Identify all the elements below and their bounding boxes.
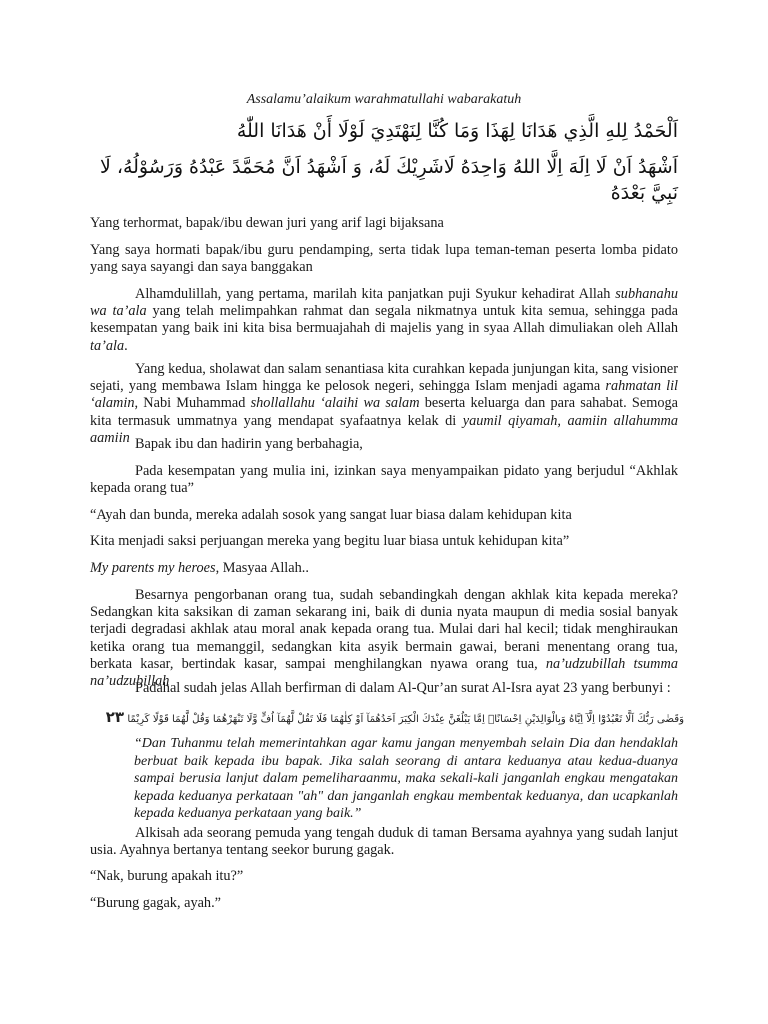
text-run: , Masyaa Allah.. <box>215 560 309 576</box>
arabic-hamdalah: اَلْحَمْدُ لِلهِ الَّذِي هَدَانَا لِهَذَا وَمَا كُنَّا لِنَهْتَدِيَ لَوْلَا أَنْ هَدَانَا اللّٰهُ <box>236 120 678 142</box>
text-run: . <box>124 337 128 354</box>
text-run: , Nabi Muhammad <box>134 395 251 412</box>
italic-run: rahmatan lil ‘alamin <box>90 378 679 412</box>
quran-verse-al-isra-23 <box>86 706 684 728</box>
italic-run: ta’ala <box>90 337 125 354</box>
text-run: beserta keluarga dan para sahabat. Semoga kita termasuk ummatnya yang mendapat syafaatnya kelak di <box>90 395 678 429</box>
document-page <box>90 0 684 1024</box>
paragraph-judul-pidato: Pada kesempatan yang mulia ini, izinkan saya menyampaikan pidato yang berjudul “Akhlak kepada orang tua” <box>90 463 678 497</box>
paragraph-bapak-ibu: Bapak ibu dan hadirin yang berbahagia, <box>135 436 363 452</box>
paragraph-alkisah: Alkisah ada seorang pemuda yang tengah duduk di taman Bersama ayahnya yang sudah lanjut usia. Ayahnya bertanya tentang seekor burung gagak. <box>90 825 678 859</box>
dialogue-line-gagak: “Burung gagak, ayah.” <box>90 895 222 911</box>
paragraph-guru-pendamping: Yang saya hormati bapak/ibu guru pendamping, serta tidak lupa teman-teman peserta lomba pidato yang saya sayangi dan saya banggakan <box>90 242 678 276</box>
italic-run: subhanahu wa ta’ala <box>90 286 678 320</box>
text-run: Besarnya pengorbanan orang tua, sudah sebandingkah dengan akhlak kita kepada mereka? Sedangkan kita saksikan di zaman sekarang ini, baik di dunia nyata maupun di media sosial banyak terjadi degradasi akhlak atau moral anak kepada orang tua. Mulai dari hal kecil; tidak menghiraukan ketika orang tua memanggil, sedangkan kita asyik bermain gawai, berani menentang orang tua, berkata kasar, bertindak kasar, sampai menghilangkan nyawa orang tua, <box>90 587 678 672</box>
paragraph-pengorbanan <box>90 587 678 690</box>
italic-run: na’udzubillah tsumma na’udzubillah <box>90 655 678 690</box>
italic-run: My parents my heroes <box>90 560 216 576</box>
text-run: Yang kedua, sholawat dan salam senantiasa kita curahkan kepada junjungan kita, sang visioner sejati, yang membawa Islam hingga ke pelosok negeri, sehingga Islam menjadi agama <box>90 361 678 395</box>
arabic-syahadat: اَشْهَدُ اَنْ لَا اِلَهَ اِلَّا اللهُ وَاحِدَهُ لَاشَرِيْكَ لَهُ، وَ اَشْهَدُ اَنَّ مُحَمَّدً عَبْدُهُ وَرَسُوْلُهُ، لَا نَبِيَّ بَعْدَهُ <box>99 156 678 204</box>
paragraph-dewan-juri: Yang terhormat, bapak/ibu dewan juri yang arif lagi bijaksana <box>90 215 444 231</box>
dialogue-line-nak: “Nak, burung apakah itu?” <box>90 868 244 884</box>
paragraph-saksi: Kita menjadi saksi perjuangan mereka yang begitu luar biasa untuk kehidupan kita” <box>90 533 570 549</box>
paragraph-sholawat <box>90 361 678 447</box>
paragraph-firman: Padahal sudah jelas Allah berfirman di dalam Al-Qur’an surat Al-Isra ayat 23 yang berbunyi : <box>135 680 671 696</box>
verse-translation: “Dan Tuhanmu telah memerintahkan agar kamu jangan menyembah selain Dia dan hendaklah berbuat baik kepada ibu bapak. Jika salah seorang di antara keduanya atau kedua-duanya sampai berusia lanjut dalam pemeliharaanmu, maka sekali-kali janganlah engkau mengatakan kepada keduanya perkataan "ah" dan janganlah engkau membentak keduanya, dan ucapkanlah kepada keduanya perkataan yang baik.” <box>134 736 678 821</box>
text-run: yang telah melimpahkan rahmat dan segala nikmatnya untuk kita semua, sehingga pada kesempatan yang baik ini kita bisa bermuajahah di majelis yang in syaa Allah dimuliakan oleh Allah <box>90 303 678 337</box>
paragraph-alhamdulillah <box>90 286 678 355</box>
verse-number: ۲۳ <box>105 708 125 726</box>
greeting-salam: Assalamu’alaikum warahmatullahi wabarakatuh <box>246 92 522 107</box>
paragraph-ayah-bunda: “Ayah dan bunda, mereka adalah sosok yang sangat luar biasa dalam kehidupan kita <box>90 507 572 523</box>
paragraph-heroes <box>90 560 678 577</box>
italic-run: yaumil qiyamah, aamiin allahumma aamiin <box>90 412 678 446</box>
verse-text: وَقَضٰى رَبُّكَ اَلَّا تَعْبُدُوْٓا اِلَّآ اِيَّاهُ وَبِالْوَالِدَيْنِ اِحْسَانًاۗ اِمَّا يَبْلُغَنَّ عِنْدَكَ الْكِبَرَ اَحَدُهُمَآ اَوْ كِلٰهُمَا فَلَا تَقُلْ لَّهُمَآ اُفٍّ وَّلَا تَنْهَرْهُمَا وَقُلْ لَّهُمَا قَوْلًا كَرِيْمًا <box>127 714 684 725</box>
italic-run: shollallahu ‘alaihi wa salam <box>250 395 420 412</box>
text-run: Alhamdulillah, yang pertama, marilah kita panjatkan puji Syukur kehadirat Allah <box>135 286 616 302</box>
